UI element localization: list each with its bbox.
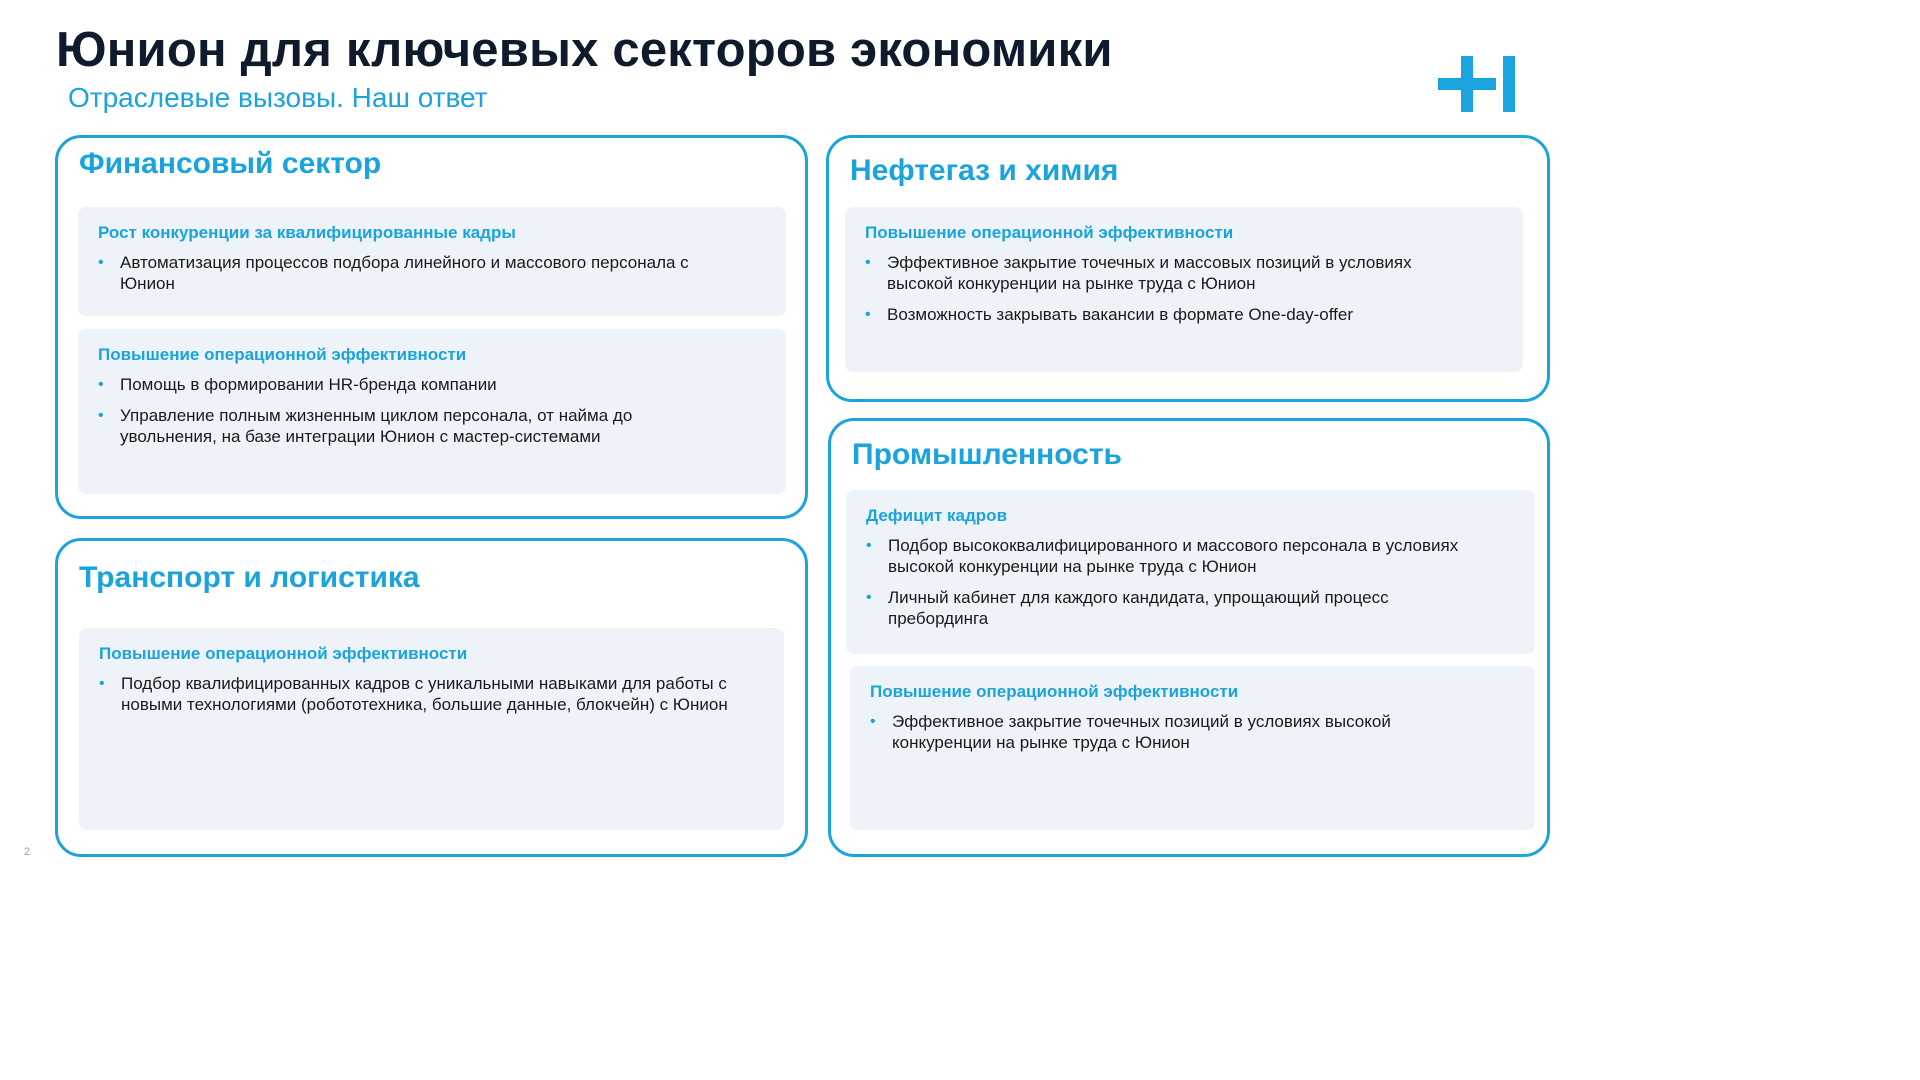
card-transport	[55, 538, 808, 857]
block-title: Повышение операционной эффективности	[870, 682, 1239, 701]
bullet-item: • Помощь в формировании HR-бренда компании	[98, 374, 766, 395]
card-industry	[828, 418, 1550, 857]
plus-bar-logo-icon	[1438, 56, 1518, 112]
industry-block-efficiency	[850, 666, 1535, 830]
page-title: Юнион для ключевых секторов экономики	[56, 23, 1113, 77]
bullet-item: • Эффективное закрытие точечных позиций в условиях высокой конкуренции на рынке труда с Юнион	[870, 711, 1432, 753]
block-title: Дефицит кадров	[866, 506, 1008, 525]
bullet-item: • Подбор высококвалифицированного и массового персонала в условиях высокой конкуренции на рынке труда с Юнион	[866, 535, 1508, 577]
bullet-item: • Личный кабинет для каждого кандидата, упрощающий процесс пребординга	[866, 587, 1448, 629]
finance-block-efficiency	[78, 329, 786, 494]
card-oilgas	[826, 135, 1550, 402]
card-finance-title: Финансовый сектор	[79, 147, 382, 180]
page-number: 2	[24, 846, 31, 858]
block-title: Рост конкуренции за квалифицированные кадры	[98, 223, 516, 242]
bullet-item: • Эффективное закрытие точечных и массовых позиций в условиях высокой конкуренции на рынке труда с Юнион	[865, 252, 1462, 294]
card-oilgas-title: Нефтегаз и химия	[850, 154, 1119, 187]
transport-block-efficiency	[79, 628, 784, 830]
logo-plus-vertical	[1461, 56, 1473, 112]
bullet-item: • Возможность закрывать вакансии в формате One-day-offer	[865, 304, 1503, 325]
card-industry-title: Промышленность	[852, 438, 1122, 471]
bullet-item: • Подбор квалифицированных кадров с уникальными навыками для работы с новыми технологиями (робототехника, большие данные, блокчейн) с Юнион	[99, 673, 751, 715]
industry-block-shortage	[846, 490, 1535, 654]
card-transport-title: Транспорт и логистика	[79, 561, 420, 594]
bullet-item: • Автоматизация процессов подбора линейного и массового персонала с Юнион	[98, 252, 720, 294]
oilgas-block-efficiency	[845, 207, 1523, 372]
page-subtitle: Отраслевые вызовы. Наш ответ	[68, 82, 488, 113]
logo-bar	[1503, 56, 1515, 112]
block-title: Повышение операционной эффективности	[865, 223, 1234, 242]
finance-block-talent	[78, 207, 786, 316]
block-title: Повышение операционной эффективности	[99, 644, 468, 663]
card-finance	[55, 135, 808, 519]
bullet-item: • Управление полным жизненным циклом персонала, от найма до увольнения, на базе интеграции Юнион с мастер-системами	[98, 405, 660, 447]
block-title: Повышение операционной эффективности	[98, 345, 467, 364]
